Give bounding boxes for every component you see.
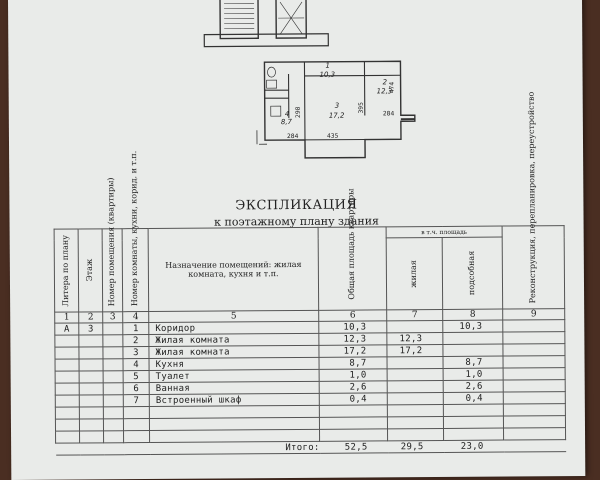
total-aux: 23,0 (444, 440, 504, 452)
plan-room-num-3: 3 (334, 101, 340, 110)
cell-lit (55, 359, 79, 371)
cell-rec (503, 344, 565, 356)
column-number: 9 (503, 309, 565, 320)
plan-room-num-4: 4 (284, 110, 290, 119)
plan-dim: 284 (382, 110, 395, 118)
cell-rec (503, 356, 565, 368)
sink-fixture (267, 80, 277, 88)
plan-room-num-2: 2 (382, 78, 388, 87)
cell-apt (103, 383, 123, 395)
cell-lit (55, 371, 79, 383)
cell-name: Жилая комната (149, 345, 319, 358)
cell-total: 1,0 (319, 369, 387, 381)
cell-name: Встроенный шкаф (149, 393, 319, 406)
cell-living: 12,3 (387, 332, 443, 344)
cell-name: Ванная (149, 381, 319, 394)
stairwell (220, 0, 258, 39)
cell-floor (79, 335, 103, 347)
cell-apt (103, 395, 123, 407)
cell-name: Кухня (149, 357, 319, 370)
cell-aux (443, 344, 503, 356)
cell-floor (79, 395, 103, 407)
elevator-block (276, 0, 306, 38)
plan-room-area-3: 17,2 (328, 111, 345, 120)
total-area: 52,5 (320, 441, 388, 453)
col-header-living: жилая (386, 237, 443, 309)
column-number: 3 (103, 312, 123, 323)
cell-total: 10,3 (319, 321, 387, 333)
total-rec (504, 440, 566, 452)
plan-dim: 435 (326, 132, 339, 140)
cell-floor: 3 (79, 323, 103, 335)
column-number: 5 (149, 310, 319, 322)
cell-lit (55, 335, 79, 347)
cell-rec (503, 392, 565, 404)
plan-dim: 395 (357, 102, 365, 114)
cell-aux: 1,0 (443, 368, 503, 380)
stove-fixture (271, 106, 281, 116)
table-body (55, 320, 566, 456)
cell-aux: 8,7 (443, 356, 503, 368)
cell-num: 4 (123, 359, 149, 371)
cell-total: 2,6 (319, 381, 387, 393)
col-header-area-group: в т.ч. площадь (386, 226, 502, 238)
cell-num: 5 (123, 371, 149, 383)
col-header-total-area: Общая площадь квартиры (318, 227, 387, 310)
plan-dim: 474 (388, 81, 396, 94)
col-header-auxiliary: подсобная (442, 237, 503, 309)
cell-total: 0,4 (319, 393, 387, 405)
total-label: Итого: (56, 441, 320, 455)
column-number: 7 (387, 309, 443, 320)
column-number: 8 (443, 309, 503, 320)
cell-lit (55, 395, 79, 407)
col-header-apartment: Номер помещения (квартиры) (102, 229, 123, 312)
toilet-fixture (267, 67, 275, 77)
cell-apt (103, 359, 123, 371)
cell-floor (79, 371, 103, 383)
col-header-reconstruction: Реконструкция, перепланировка, переустройство (502, 226, 565, 309)
plan-dim: 284 (286, 132, 299, 141)
cell-floor (79, 347, 103, 359)
page-title: ЭКСПЛИКАЦИЯ (235, 197, 358, 214)
cell-num: 1 (123, 323, 149, 335)
cell-lit (55, 383, 79, 395)
cell-aux (443, 332, 503, 344)
cell-living (387, 368, 443, 380)
column-number: 2 (79, 312, 103, 323)
cell-aux: 10,3 (443, 320, 503, 332)
cell-rec (503, 380, 565, 392)
cell-floor (79, 359, 103, 371)
column-number: 6 (319, 310, 387, 321)
plan-room-area-1: 10,3 (319, 70, 336, 79)
cell-rec (503, 320, 565, 332)
cell-num: 3 (123, 347, 149, 359)
total-row (56, 440, 566, 456)
col-header-litera: Литера по плану (54, 229, 79, 312)
cell-num: 2 (123, 335, 149, 347)
cell-total: 17,2 (319, 345, 387, 357)
column-number: 4 (123, 312, 149, 323)
cell-apt (103, 323, 123, 335)
cell-living (387, 320, 443, 332)
col-header-room-number: Номер комнаты, кухни, корид. и т.п. (122, 229, 149, 312)
cell-total: 8,7 (319, 357, 387, 369)
cell-rec (503, 368, 565, 380)
cell-aux: 2,6 (443, 380, 503, 392)
plan-room-area-4: 8,7 (280, 118, 293, 127)
floor-plan (8, 0, 583, 200)
plan-room-area-2: 12,3 (376, 87, 393, 96)
col-header-purpose: Назначение помещений: жилая комната, кухня и т.п. (148, 227, 319, 311)
cell-apt (103, 347, 123, 359)
total-living: 29,5 (388, 440, 444, 452)
col-header-floor: Этаж (78, 229, 103, 312)
cell-name: Туалет (149, 369, 319, 382)
cell-living: 17,2 (387, 344, 443, 356)
page-subtitle: к поэтажному плану здания (214, 214, 380, 229)
cell-num: 6 (123, 383, 149, 395)
cell-apt (103, 371, 123, 383)
cell-name: Жилая комната (149, 333, 319, 346)
plan-dim: 298 (294, 106, 302, 119)
document-page (8, 0, 585, 480)
column-number: 1 (55, 312, 79, 323)
cell-aux: 0,4 (443, 392, 503, 404)
cell-rec (503, 332, 565, 344)
cell-lit: А (55, 323, 79, 335)
cell-lit (55, 347, 79, 359)
cell-living (387, 392, 443, 404)
balcony (305, 140, 365, 158)
cell-total: 12,3 (319, 333, 387, 345)
cell-name: Коридор (149, 321, 319, 334)
cell-living (387, 356, 443, 368)
cell-num: 7 (123, 395, 149, 407)
cell-living (387, 380, 443, 392)
cell-apt (103, 335, 123, 347)
plan-room-num-1: 1 (325, 61, 330, 70)
cell-floor (79, 383, 103, 395)
